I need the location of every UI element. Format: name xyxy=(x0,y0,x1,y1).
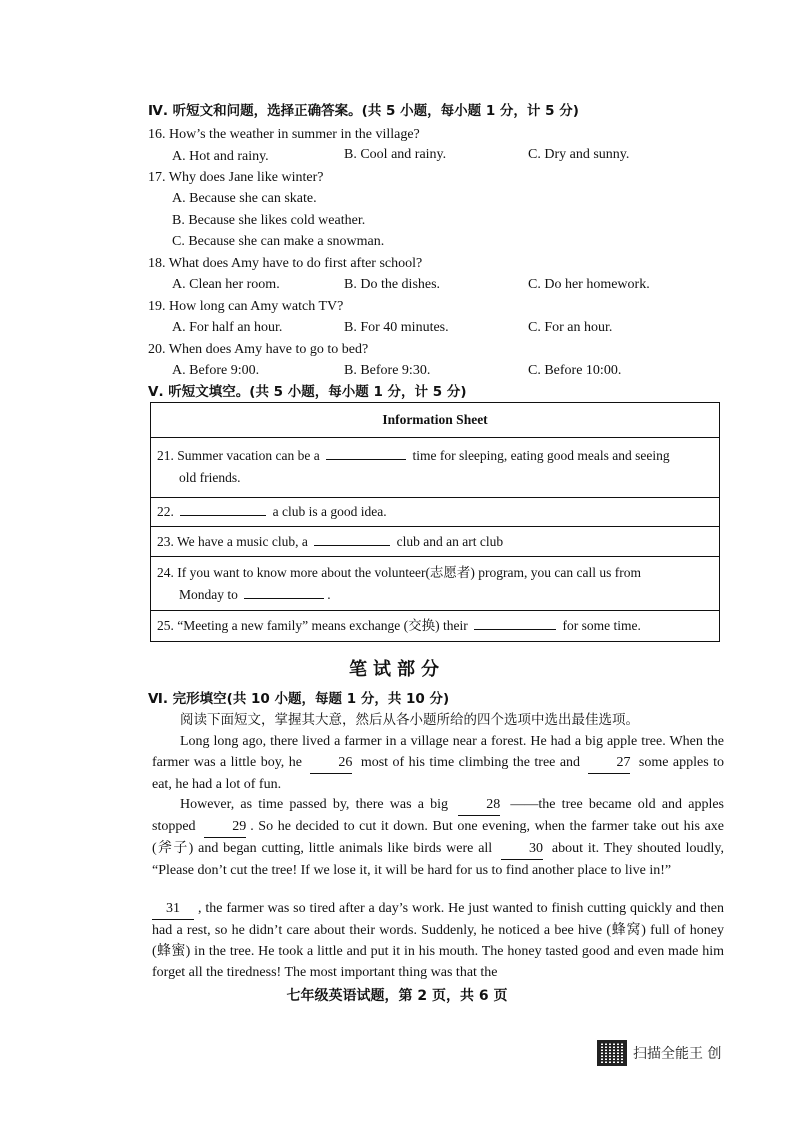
cloze-blank-28[interactable]: 28 xyxy=(458,794,500,816)
section6-header: Ⅵ. 完形填空(共 10 小题，每题 1 分，共 10 分) xyxy=(148,691,450,707)
p1-text-a: Long long ago, there lived a farmer in a village near a forest. He had a big apple tree. When the farmer was a little boy, he xyxy=(152,734,724,770)
qr-code-icon xyxy=(597,1040,627,1066)
row24-text-pre: 24. If you want to know more about the volunteer(志愿者) program, you can call us from xyxy=(157,565,642,580)
table-title: Information Sheet xyxy=(382,412,488,427)
row25-text-pre: 25. “Meeting a new family” means exchange (交换) their xyxy=(157,618,468,633)
q19-option-a: A. For half an hour. xyxy=(172,320,283,335)
q19-option-c: C. For an hour. xyxy=(528,320,613,335)
question-20: 20. When does Amy have to go to bed? xyxy=(148,342,369,357)
p1-text-c: some apples to eat, he had a lot of fun. xyxy=(152,755,724,792)
row22-text-pre: 22. xyxy=(157,504,174,519)
answer-blank-25[interactable] xyxy=(474,615,556,630)
question-18: 18. What does Amy have to do first after school? xyxy=(148,256,423,271)
answer-blank-22[interactable] xyxy=(180,501,266,516)
q18-option-c: C. Do her homework. xyxy=(528,277,650,292)
answer-blank-21[interactable] xyxy=(326,445,406,460)
cloze-paragraph-2 xyxy=(152,794,724,881)
table-row-22 xyxy=(151,497,719,526)
answer-blank-23[interactable] xyxy=(314,531,390,546)
section6-instruction: 阅读下面短文，掌握其大意，然后从各小题所给的四个选项中选出最佳选项。 xyxy=(180,712,639,728)
q16-option-a: A. Hot and rainy. xyxy=(172,149,269,164)
p3-text-a: , the farmer was so tired after a day’s work. He just wanted to finish cutting quickly and then had a rest, so he didn’t care about their words. Suddenly, he noticed a bee hive (蜂窝) full of honey (蜂蜜) in the tree. He took a little and put it in his mouth. The honey tasted good and even made him forget all the tiredness! The most important thing was that the xyxy=(152,901,724,980)
section4-header: Ⅳ. 听短文和问题，选择正确答案。(共 5 小题，每小题 1 分，计 5 分) xyxy=(148,103,579,119)
information-sheet-table xyxy=(150,402,720,642)
cloze-blank-31[interactable]: 31 xyxy=(152,898,194,920)
cloze-blank-30[interactable]: 30 xyxy=(501,838,543,860)
cloze-paragraph-3 xyxy=(152,898,724,983)
page-footer: 七年级英语试题，第 2 页，共 6 页 xyxy=(286,988,508,1004)
cloze-blank-27[interactable]: 27 xyxy=(588,752,630,774)
question-19: 19. How long can Amy watch TV? xyxy=(148,299,344,314)
written-part-title: 笔试部分 xyxy=(349,659,445,680)
row24-text-line2-post: . xyxy=(327,587,331,602)
table-row-25 xyxy=(151,610,719,641)
row23-text-pre: 23. We have a music club, a xyxy=(157,534,308,549)
q20-option-c: C. Before 10:00. xyxy=(528,363,622,378)
q18-option-a: A. Clean her room. xyxy=(172,277,280,292)
q19-option-b: B. For 40 minutes. xyxy=(344,320,449,335)
section5-header: Ⅴ. 听短文填空。(共 5 小题，每小题 1 分，计 5 分) xyxy=(148,384,467,400)
q17-option-b: B. Because she likes cold weather. xyxy=(172,213,366,228)
row25-text-post: for some time. xyxy=(562,618,641,633)
cloze-blank-29[interactable]: 29 xyxy=(204,816,246,838)
question-16: 16. How’s the weather in summer in the village? xyxy=(148,127,420,142)
answer-blank-24[interactable] xyxy=(244,584,324,599)
cloze-blank-26[interactable]: 26 xyxy=(310,752,352,774)
q16-option-b: B. Cool and rainy. xyxy=(344,147,447,162)
p1-text-b: most of his time climbing the tree and xyxy=(360,755,581,770)
scanner-watermark xyxy=(597,1040,721,1066)
q20-option-b: B. Before 9:30. xyxy=(344,363,431,378)
row22-text-post: a club is a good idea. xyxy=(272,504,387,519)
row24-text-line2-pre: Monday to xyxy=(179,587,238,602)
row21-text-post: time for sleeping, eating good meals and seeing xyxy=(412,448,670,463)
q17-option-a: A. Because she can skate. xyxy=(172,191,317,206)
table-row-23 xyxy=(151,526,719,556)
row23-text-post: club and an art club xyxy=(396,534,504,549)
question-17: 17. Why does Jane like winter? xyxy=(148,170,324,185)
scanner-label: 扫描全能王 创 xyxy=(633,1046,722,1062)
row21-text-line2: old friends. xyxy=(179,470,241,485)
p2-text-b: ——the tree became old and apples stopped xyxy=(152,797,724,834)
p2-text-d: about it. They shouted loudly, “Please don’t cut the tree! If we lose it, it will be hard for us to find another place to live in!” xyxy=(152,841,725,878)
table-row-21 xyxy=(151,437,719,497)
table-title-row xyxy=(151,403,719,437)
q20-option-a: A. Before 9:00. xyxy=(172,363,260,378)
p2-text-a: However, as time passed by, there was a big xyxy=(180,797,449,812)
row21-text-pre: 21. Summer vacation can be a xyxy=(157,448,320,463)
q17-option-c: C. Because she can make a snowman. xyxy=(172,234,385,249)
cloze-paragraph-1 xyxy=(152,731,724,795)
q18-option-b: B. Do the dishes. xyxy=(344,277,441,292)
table-row-24 xyxy=(151,556,719,610)
p2-text-c: . So he decided to cut it down. But one evening, when the farmer take out his axe (斧子) and began cutting, little animals like birds were all xyxy=(152,819,724,856)
q16-option-c: C. Dry and sunny. xyxy=(528,147,630,162)
